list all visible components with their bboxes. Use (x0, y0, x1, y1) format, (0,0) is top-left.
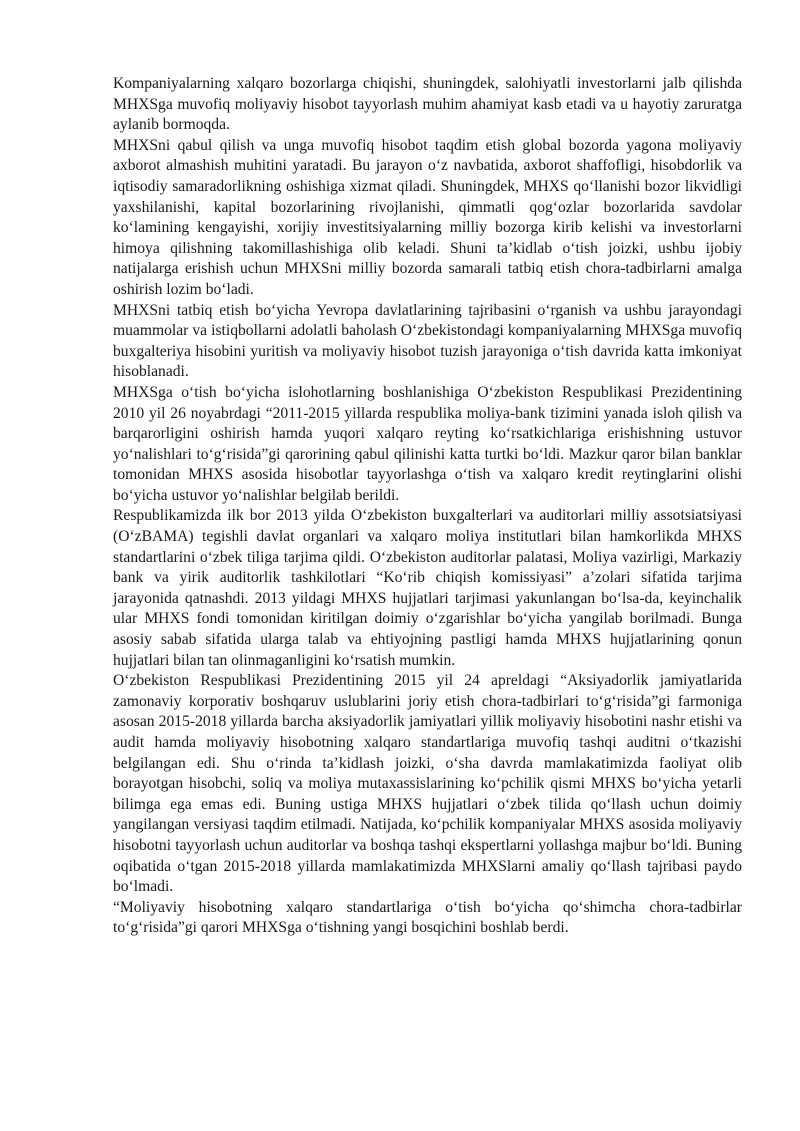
paragraph-5: Respublikamizda ilk bor 2013 yilda O‘zbekiston buxgalterlari va auditorlari milliy assotsiatsiyasi (O‘zBAMA) tegishli davlat organlari va xalqaro moliya institutlari bilan hamkorlikda MHXS standartlarini o‘zbek tiliga tarjima qildi. O‘zbekiston auditorlar palatasi, Moliya vazirligi, Markaziy bank va yirik auditorlik tashkilotlari “Ko‘rib chiqish komissiyasi” a’zolari sifatida tarjima jarayonida qatnashdi. 2013 yildagi MHXS hujjatlari tarjimasi yakunlangan bo‘lsa-da, keyinchalik ular MHXS fondi tomonidan kiritilgan doimiy o‘zgarishlar bo‘yicha yangilab borilmadi. Bunga asosiy sabab sifatida ularga talab va ehtiyojning pastligi hamda MHXS hujjatlarining qonun hujjatlari bilan tan olinmaganligini ko‘rsatish mumkin. (113, 507, 742, 669)
document-page (113, 74, 742, 939)
paragraph-1: Kompaniyalarning xalqaro bozorlarga chiqishi, shuningdek, salohiyatli investorlarni jalb qilishda MHXSga muvofiq moliyaviy hisobot tayyorlash muhim ahamiyat kasb etadi va u hayotiy zaruratga aylanib bormoqda. (113, 75, 742, 134)
paragraph-4: MHXSga o‘tish bo‘yicha islohotlarning boshlanishiga O‘zbekiston Respublikasi Prezidentining 2010 yil 26 noyabrdagi “2011-2015 yillarda respublika moliya-bank tizimini yanada isloh qilish va barqarorligini oshirish hamda yuqori xalqaro reyting ko‘rsatkichlariga erishishning ustuvor yo‘nalishlari to‘g‘risida”gi qarorining qabul qilinishi katta turtki bo‘ldi. Mazkur qaror bilan banklar tomonidan MHXS asosida hisobotlar tayyorlashga o‘tish va xalqaro kredit reytinglarini olishi bo‘yicha ustuvor yo‘nalishlar belgilab berildi. (113, 383, 742, 504)
paragraph-6: O‘zbekiston Respublikasi Prezidentining 2015 yil 24 apreldagi “Aksiyadorlik jamiyatlarida zamonaviy korporativ boshqaruv uslublarini joriy etish chora-tadbirlari to‘g‘risida”gi farmoniga asosan 2015-2018 yillarda barcha aksiyadorlik jamiyatlari yillik moliyaviy hisobotini nashr etishi va audit hamda moliyaviy hisobotning xalqaro standartlariga muvofiq tashqi auditni o‘tkazishi belgilangan edi. Shu o‘rinda ta’kidlash joizki, o‘sha davrda mamlakatimizda faoliyat olib borayotgan hisobchi, soliq va moliya mutaxassislarining ko‘pchilik qismi MHXS bo‘yicha yetarli bilimga ega emas edi. Buning ustiga MHXS hujjatlari o‘zbek tilida qo‘llash uchun doimiy yangilangan versiyasi taqdim etilmadi. Natijada, ko‘pchilik kompaniyalar MHXS asosida moliyaviy hisobotni tayyorlash uchun auditorlar va boshqa tashqi ekspertlarni yollashga majbur bo‘ldi. Buning oqibatida o‘tgan 2015-2018 yillarda mamlakatimizda MHXSlarni amaliy qo‘llash tajribasi paydo bo‘lmadi. (113, 672, 742, 896)
paragraph-2: MHXSni qabul qilish va unga muvofiq hisobot taqdim etish global bozorda yagona moliyaviy axborot almashish muhitini yaratadi. Bu jarayon o‘z navbatida, axborot shaffofligi, hisobdorlik va iqtisodiy samaradorlikning oshishiga xizmat qiladi. Shuningdek, MHXS qo‘llanishi bozor likvidligi yaxshilanishi, kapital bozorlarining rivojlanishi, qimmatli qog‘ozlar bozorlarida savdolar ko‘lamining kengayishi, xorijiy investitsiyalarning milliy bozorga kirib kelishi va investorlarni himoya qilishning takomillashishiga olib keladi. Shuni ta’kidlab o‘tish joizki, ushbu ijobiy natijalarga erishish uchun MHXSni milliy bozorda samarali tatbiq etish chora-tadbirlarni amalga oshirish lozim bo‘ladi. (113, 136, 742, 298)
paragraph-3: MHXSni tatbiq etish bo‘yicha Yevropa davlatlarining tajribasini o‘rganish va ushbu jarayondagi muammolar va istiqbollarni adolatli baholash O‘zbekistondagi kompaniyalarning MHXSga muvofiq buxgalteriya hisobini yuritish va moliyaviy hisobot tuzish jarayoniga o‘tish davrida katta imkoniyat hisoblanadi. (113, 301, 742, 381)
paragraph-7: “Moliyaviy hisobotning xalqaro standartlariga o‘tish bo‘yicha qo‘shimcha chora-tadbirlar to‘g‘risida”gi qarori MHXSga o‘tishning yangi bosqichini boshlab berdi. (113, 898, 742, 937)
